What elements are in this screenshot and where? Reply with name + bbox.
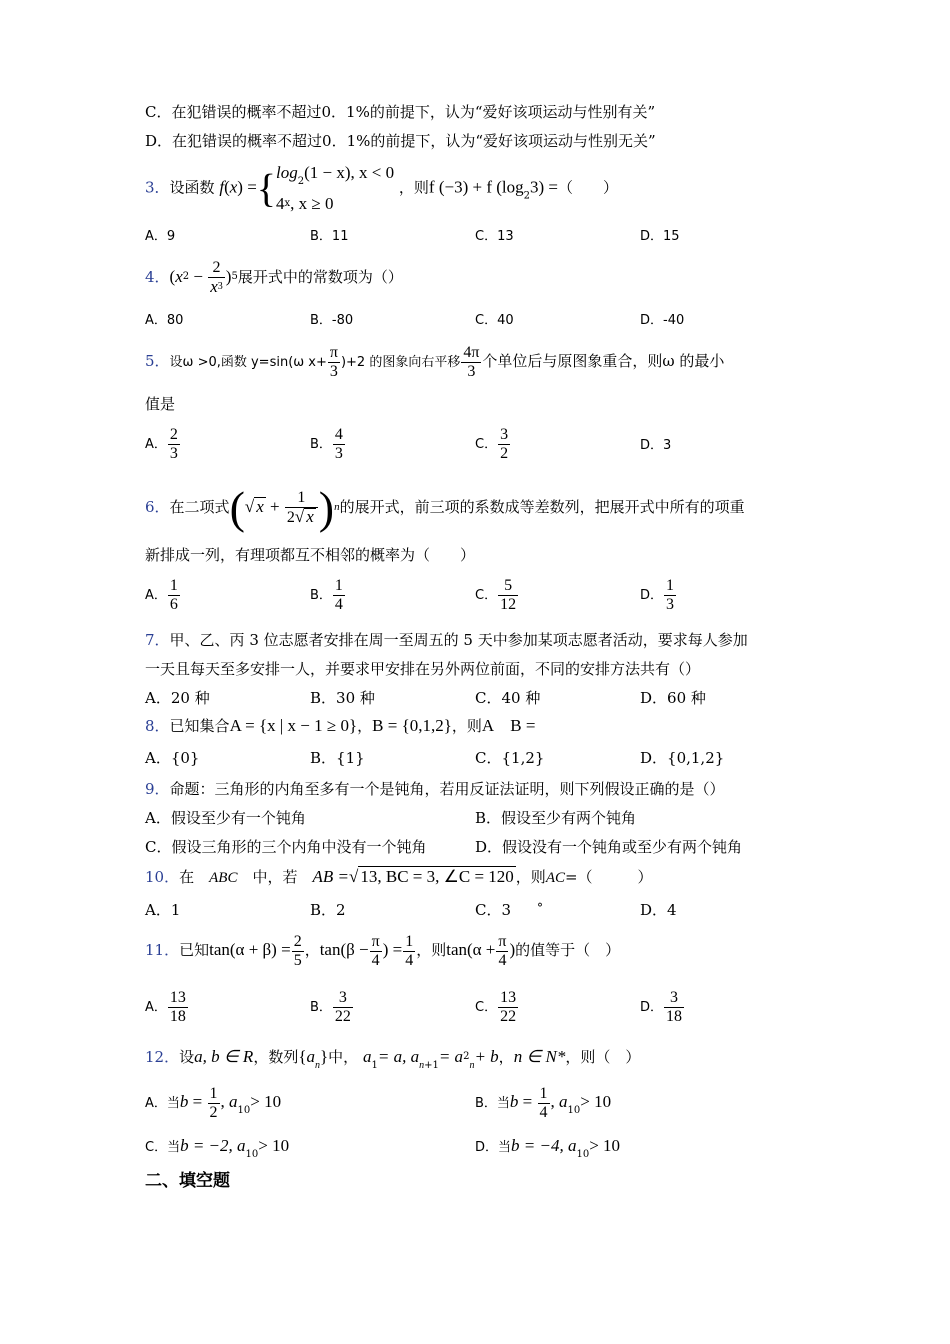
q3-option-a[interactable]: A．9 — [145, 229, 176, 244]
q9-option-b[interactable]: B．假设至少有两个钝角 — [475, 809, 637, 827]
question-8: 8．已知集合A = {x | x − 1 ≥ 0}，B = {0,1,2}，则A B = — [145, 716, 536, 735]
q6-option-d[interactable]: D． $\frac{1}{3}$ — [640, 577, 675, 613]
q8-option-a[interactable]: A．{0} — [145, 749, 200, 767]
q8-option-d[interactable]: D．{0,1,2} — [640, 749, 725, 767]
section-heading-fill-in: 二、填空题 — [145, 1171, 230, 1191]
question-6-cont: 新排成一列，有理项都互不相邻的概率为（ ） — [145, 546, 476, 564]
q12-option-a[interactable]: A．当b = $\frac{1}{2}$ , $a_{10}> 10$ — [145, 1084, 282, 1121]
question-5: 5．设ω >0,函数 y=sin(ω x+ $\frac{\pi}{3}$ )+2 的图象向右平移 $\frac{4\pi}{3}$ 个单位后与原图象重合，则ω 的最小 — [145, 343, 725, 380]
option-c-previous: C．在犯错误的概率不超过0．1%的前提下，认为“爱好该项运动与性别有关” — [145, 103, 656, 121]
q9-option-c[interactable]: C．假设三角形的三个内角中没有一个钝角 — [145, 838, 427, 856]
q8-option-b[interactable]: B．{1} — [310, 749, 365, 767]
q12-option-d[interactable]: D．当b = −4, $a_{10}> 10$ — [475, 1136, 621, 1160]
q5-option-c[interactable]: C． $\frac{3}{2}$ — [475, 426, 509, 462]
q3-option-b[interactable]: B．11 — [310, 229, 349, 244]
q4-option-b[interactable]: B．-80 — [310, 313, 354, 328]
question-6: 6．在二项式(√ x + $\frac{1}{2√ x}$ )$^n$的展开式，前三项的系数成等差数列，把展开式中所有的项重 — [145, 482, 745, 533]
question-9: 9．命题：三角形的内角至多有一个是钝角，若用反证法证明，则下列假设正确的是（） — [145, 780, 725, 798]
q4-option-a[interactable]: A．80 — [145, 313, 184, 328]
q6-option-b[interactable]: B． $\frac{1}{4}$ — [310, 577, 343, 613]
q4-option-d[interactable]: D．-40 — [640, 313, 685, 328]
q10-option-b[interactable]: B．2 — [310, 901, 346, 919]
q11-option-d[interactable]: D． $\frac{3}{18}$ — [640, 989, 683, 1025]
question-3: 3．设函数 f(x) ={ $\log_2(1 - x)$, x < 0 4$^x$, x ≥ 0 ，则f (−3) + f $(\log_23)$ =（ ） — [145, 163, 619, 213]
q5-option-d[interactable]: D．3 — [640, 438, 672, 453]
q8-option-c[interactable]: C．{1,2} — [475, 749, 545, 767]
q10-option-c[interactable]: C．3 — [475, 901, 512, 919]
question-12: 12．设a, b ∈ R，数列$\{a_n\}$中， $a_1= a$, $a_{n+1}= a^2_n+ b$，n ∈ N*，则（ ） — [145, 1047, 641, 1071]
q10-option-a[interactable]: A．1 — [145, 901, 181, 919]
q7-option-b[interactable]: B．30 种 — [310, 689, 375, 707]
question-11: 11．已知tan(α + β) = $\frac{2}{5}$ ，tan(β − $\frac{\pi}{4}$ ) = $\frac{1}{4}$ ，则tan(α + $\frac{\pi}{4}$ )的值等于（ ） — [145, 932, 621, 969]
question-7: 7．甲、乙、丙 3 位志愿者安排在周一至周五的 5 天中参加某项志愿者活动，要求每人参加 — [145, 631, 748, 649]
q11-option-b[interactable]: B． $\frac{3}{22}$ — [310, 989, 351, 1025]
q6-option-a[interactable]: A． $\frac{1}{6}$ — [145, 577, 178, 613]
question-4: 4．($x^2$ − $\frac{2}{x^3}$ )$^5$展开式中的常数项为（） — [145, 259, 403, 296]
q7-option-c[interactable]: C．40 种 — [475, 689, 541, 707]
q6-option-c[interactable]: C． $\frac{5}{12}$ — [475, 577, 517, 613]
q11-option-a[interactable]: A． $\frac{13}{18}$ — [145, 989, 186, 1025]
q11-option-c[interactable]: C． $\frac{13}{22}$ — [475, 989, 517, 1025]
q4-option-c[interactable]: C．40 — [475, 313, 514, 328]
q7-option-a[interactable]: A．20 种 — [145, 689, 210, 707]
q10-degree-mark: ° — [537, 901, 543, 915]
question-7-cont: 一天且每天至多安排一人，并要求甲安排在另外两位前面，不同的安排方法共有（） — [145, 660, 701, 678]
question-10: 10．在 ABC 中，若 AB =√ 13, BC = 3, ∠C = 120 ，则AC=（ ） — [145, 867, 653, 886]
q5-option-b[interactable]: B． $\frac{4}{3}$ — [310, 426, 343, 462]
option-d-previous: D．在犯错误的概率不超过0．1%的前提下，认为“爱好该项运动与性别无关” — [145, 132, 656, 150]
q12-option-b[interactable]: B．当b = $\frac{1}{4}$ , $a_{10}> 10$ — [475, 1084, 612, 1121]
q7-option-d[interactable]: D．60 种 — [640, 689, 706, 707]
q9-option-a[interactable]: A．假设至少有一个钝角 — [145, 809, 306, 827]
q10-option-d[interactable]: D．4 — [640, 901, 677, 919]
q12-option-c[interactable]: C．当b = −2, $a_{10}> 10$ — [145, 1136, 290, 1160]
q3-option-c[interactable]: C．13 — [475, 229, 514, 244]
q9-option-d[interactable]: D．假设没有一个钝角或至少有两个钝角 — [475, 838, 743, 856]
q5-option-a[interactable]: A． $\frac{2}{3}$ — [145, 426, 178, 462]
q3-option-d[interactable]: D．15 — [640, 229, 680, 244]
question-5-cont: 值是 — [145, 395, 176, 413]
